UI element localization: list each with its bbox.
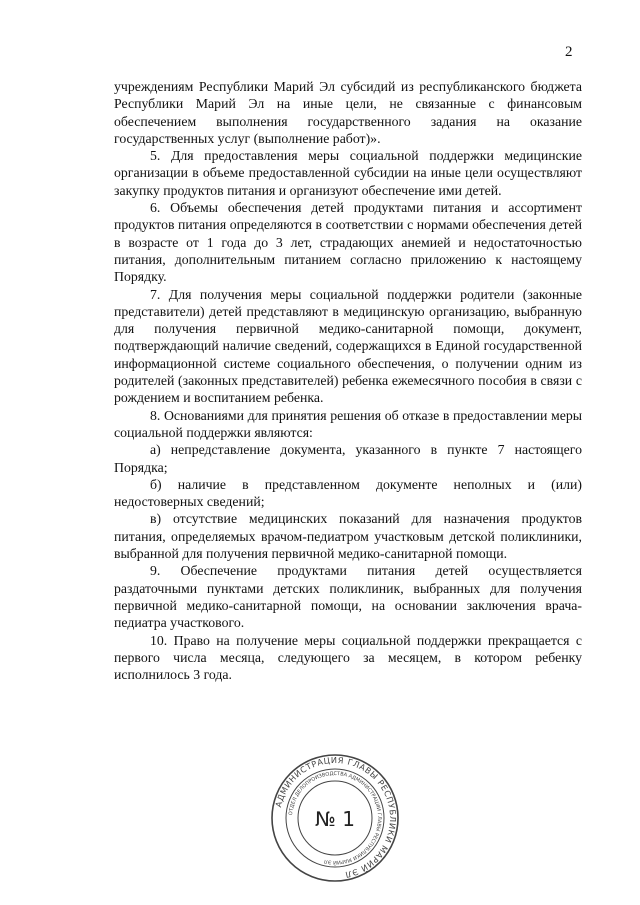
stamp-outer-textpath: АДМИНИСТРАЦИЯ ГЛАВЫ РЕСПУБЛИКИ МАРИЙ ЭЛ xyxy=(273,754,399,881)
document-body xyxy=(114,78,582,683)
stamp-number: № 1 xyxy=(315,807,355,831)
paragraph-8a: а) непредставление документа, указанного в пункте 7 настоящего Порядка; xyxy=(114,442,582,475)
paragraph-5: 5. Для предоставления меры социальной поддержки медицинские организации в объеме предоставленной субсидии на иные цели осуществляют закупку продуктов питания и организуют обеспечение ими детей. xyxy=(114,148,582,198)
paragraph-8: 8. Основаниями для принятия решения об отказе в предоставлении меры социальной поддержки являются: xyxy=(114,407,582,440)
page-number: 2 xyxy=(565,44,573,60)
paragraph-6: 6. Объемы обеспечения детей продуктами питания и ассортимент продуктов питания определяются в соответствии с нормами обеспечения детей в возрасте от 1 года до 3 лет, страдающих анемией и недостаточностью питания, дополнительным питанием согласно приложению к настоящему Порядку. xyxy=(114,200,582,285)
stamp-inner-textpath: ОТДЕЛ ДЕЛОПРОИЗВОДСТВА АДМИНИСТРАЦИИ ГЛАВЫ РЕСПУБЛИКИ МАРИЙ ЭЛ xyxy=(288,770,383,866)
paragraph-9: 9. Обеспечение продуктами питания детей осуществляется раздаточными пунктами детских поликлиник, выбранных для получения первичной медико-санитарной помощи, на основании заключения врача-педиатра участкового. xyxy=(114,563,582,631)
paragraph-8v: в) отсутствие медицинских показаний для назначения продуктов питания, определяемых врачом-педиатром участковым детской поликлиники, выбранной для получения первичной медико-санитарной помощи. xyxy=(114,511,582,562)
official-stamp xyxy=(270,753,400,883)
paragraph-8b: б) наличие в представленном документе неполных и (или) недостоверных сведений; xyxy=(114,476,582,510)
paragraph-10: 10. Право на получение меры социальной поддержки прекращается с первого числа месяца, следующего за месяцем, в котором ребенку исполнилось 3 года. xyxy=(114,632,582,683)
paragraph-7: 7. Для получения меры социальной поддержки родители (законные представители) детей представляют в медицинскую организацию, выбранную для получения первичной медико-санитарной помощи, документ, подтверждающий наличие сведений, содержащихся в Единой государственной информационной системе социального обеспечения, о получении одним из родителей (законных представителей) ребенка ежемесячного пособия в связи с рождением и воспитанием ребенка. xyxy=(114,286,582,406)
paragraph-continuation: учреждениям Республики Марий Эл субсидий из республиканского бюджета Республики Марий Эл на иные цели, не связанные с финансовым обеспечением выполнения государственного задания на оказание государственных услуг (выполнение работ)». xyxy=(114,79,582,146)
